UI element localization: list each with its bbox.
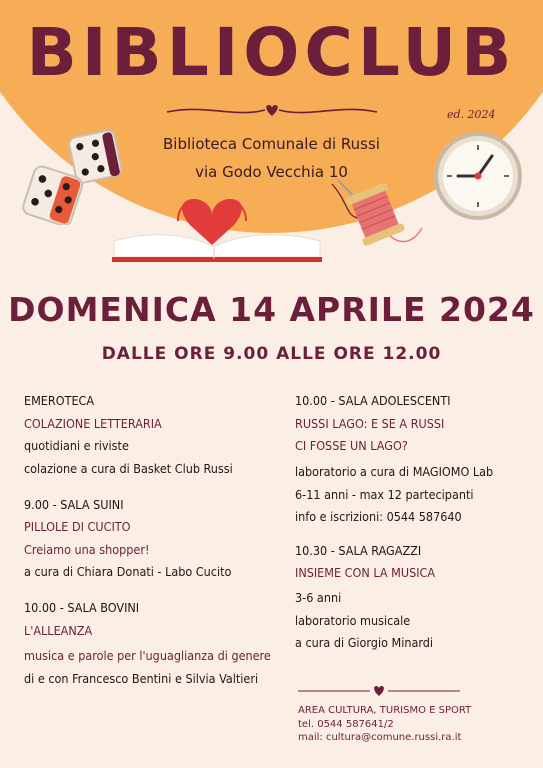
thread-spool-icon bbox=[328, 176, 424, 256]
right-program-column bbox=[295, 393, 535, 651]
contact-block bbox=[298, 704, 471, 745]
event-hours: DALLE ORE 9.00 ALLE ORE 12.00 bbox=[101, 344, 442, 364]
library-address: via Godo Vecchia 10 bbox=[195, 163, 348, 181]
contact-divider-heart-icon bbox=[298, 682, 460, 698]
program-heading: 10.30 - SALA RAGAZZI bbox=[295, 542, 422, 558]
program-line: di e con Francesco Bentini e Silvia Valtieri bbox=[24, 670, 259, 686]
contact-office: AREA CULTURA, TURISMO E SPORT bbox=[298, 705, 472, 716]
program-subtitle: CI FOSSE UN LAGO? bbox=[295, 438, 408, 454]
program-accent-line: Creiamo una shopper! bbox=[24, 541, 150, 557]
program-line: laboratorio a cura di MAGIOMO Lab bbox=[295, 463, 494, 479]
flourish-heart-icon bbox=[165, 98, 379, 124]
contact-email: mail: cultura@comune.russi.ra.it bbox=[298, 732, 462, 743]
program-subtitle: INSIEME CON LA MUSICA bbox=[295, 565, 436, 581]
program-accent-line: musica e parole per l'uguaglianza di genere bbox=[24, 648, 271, 664]
program-heading: 10.00 - SALA ADOLESCENTI bbox=[295, 393, 451, 408]
program-subtitle: COLAZIONE LETTERARIA bbox=[24, 415, 162, 431]
program-line: colazione a cura di Basket Club Russi bbox=[24, 460, 233, 476]
program-line: 6-11 anni - max 12 partecipanti bbox=[295, 486, 474, 502]
program-subtitle: PILLOLE DI CUCITO bbox=[24, 519, 131, 535]
program-line: laboratorio musicale bbox=[295, 612, 411, 628]
clock-icon bbox=[432, 130, 524, 222]
left-program-column bbox=[24, 393, 294, 687]
program-heading: 10.00 - SALA BOVINI bbox=[24, 600, 140, 615]
program-line: 3-6 anni bbox=[295, 590, 342, 605]
event-date: DOMENICA 14 APRILE 2024 bbox=[8, 290, 535, 329]
contact-phone: tel. 0544 587641/2 bbox=[298, 718, 394, 730]
poster-title: BIBLIOCLUB bbox=[26, 14, 517, 91]
program-line: info e iscrizioni: 0544 587640 bbox=[295, 509, 462, 525]
edition-label: ed. 2024 bbox=[447, 108, 496, 121]
program-subtitle: L'ALLEANZA bbox=[24, 622, 93, 638]
library-name: Biblioteca Comunale di Russi bbox=[163, 135, 380, 153]
program-subtitle: RUSSI LAGO: E SE A RUSSI bbox=[295, 415, 445, 431]
program-line: a cura di Giorgio Minardi bbox=[295, 635, 434, 651]
program-line: quotidiani e riviste bbox=[24, 438, 129, 454]
program-heading: EMEROTECA bbox=[24, 393, 95, 408]
program-line: a cura di Chiara Donati - Labo Cucito bbox=[24, 564, 232, 580]
open-book-heart-icon bbox=[108, 195, 326, 267]
program-heading: 9.00 - SALA SUINI bbox=[24, 496, 124, 512]
